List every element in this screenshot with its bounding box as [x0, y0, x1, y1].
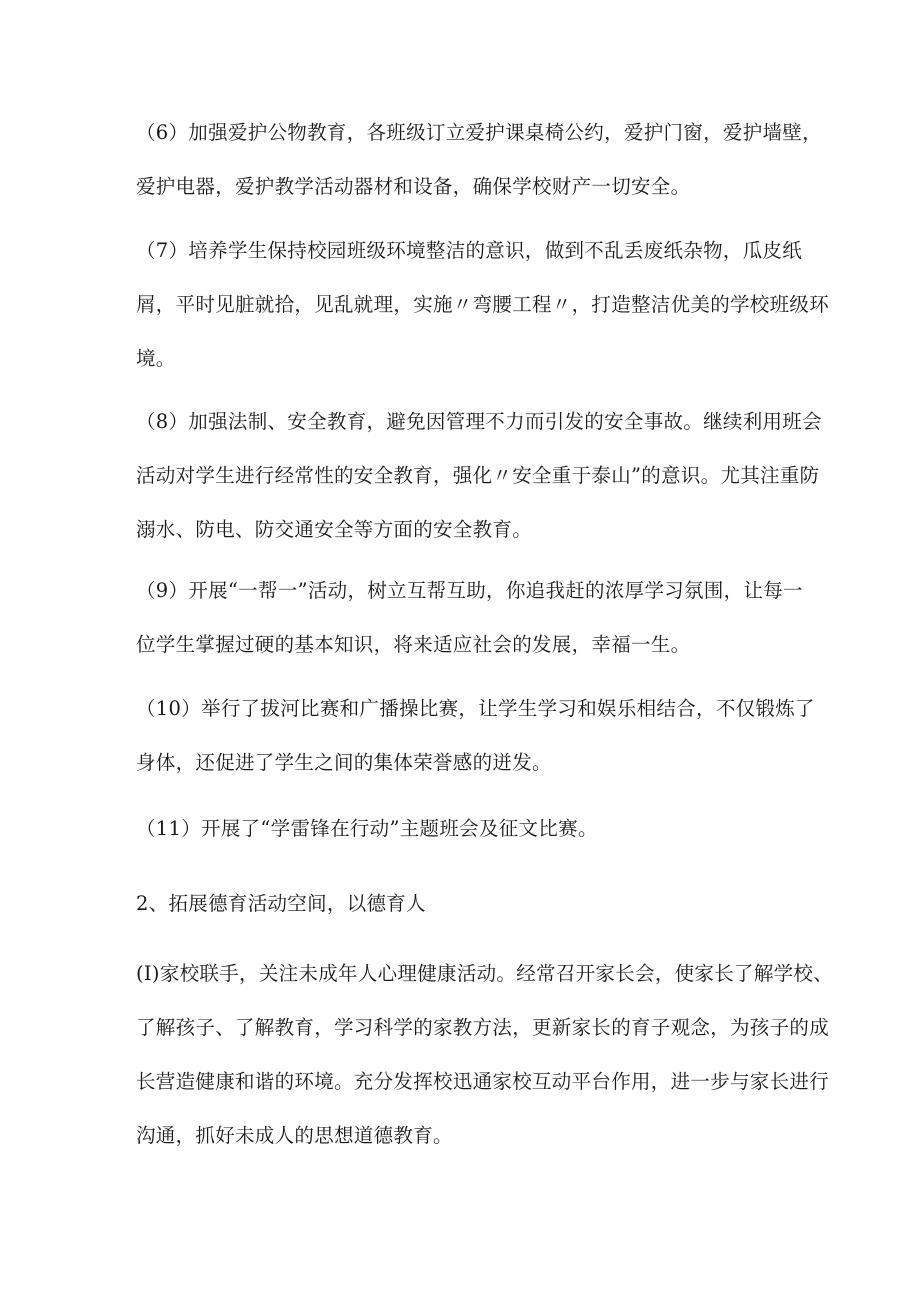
- paragraph-item-9: [136, 564, 803, 672]
- text-line: 位学生掌握过硬的基本知识，将来适应社会的发展，幸福一生。: [136, 633, 691, 656]
- text-line: 了解孩子、了解教育，学习科学的家教方法，更新家长的育子观念，为孩子的成: [136, 1016, 830, 1039]
- text-line: （10）举行了拔河比赛和广播操比赛，让学生学习和娱乐相结合，不仅锻炼了: [136, 697, 815, 720]
- text-line: 境。: [136, 347, 176, 370]
- paragraph-item-7: [136, 224, 830, 386]
- paragraph-item-10: [136, 682, 815, 790]
- text-line: （7）培养学生保持校园班级环境整洁的意识，做到不乱丢废纸杂物，瓜皮纸: [136, 239, 803, 262]
- text-line: (I)家校联手，关注未成年人心理健康活动。经常召开家长会，使家长了解学校、: [136, 962, 834, 985]
- text-line: 沟通，抓好未成人的思想道德教育。: [136, 1124, 453, 1147]
- text-line: （6）加强爱护公物教育，各班级订立爱护课桌椅公约，爱护门窗，爱护墙壁，: [136, 121, 822, 144]
- text-line: 爱护电器，爱护教学活动器材和设备，确保学校财产一切安全。: [136, 175, 691, 198]
- text-line: 2、拓展德育活动空间，以德育人: [136, 892, 426, 915]
- paragraph-item-6: [136, 106, 822, 214]
- paragraph-item-11: [136, 802, 796, 856]
- text-line: 屑，平时见脏就拾，见乱就理，实施〃弯腰工程〃，打造整洁优美的学校班级环: [136, 293, 830, 316]
- text-line: （11）开展了“学雷锋在行动”主题班会及征文比赛。: [136, 817, 598, 840]
- text-line: 活动对学生进行经常性的安全教育，强化〃安全重于泰山”的意识。尤其注重防: [136, 464, 820, 487]
- section-heading-2: [136, 877, 796, 931]
- text-line: 溺水、防电、防交通安全等方面的安全教育。: [136, 518, 533, 541]
- text-line: 身体，还促进了学生之间的集体荣誉感的迸发。: [136, 751, 552, 774]
- text-line: 长营造健康和谐的环境。充分发挥校迅通家校互动平台作用，进一步与家长进行: [136, 1070, 830, 1093]
- text-line: （8）加强法制、安全教育，避免因管理不力而引发的安全事故。继续利用班会: [136, 410, 822, 433]
- paragraph-item-8: [136, 395, 822, 557]
- paragraph-item-i: [136, 947, 834, 1163]
- text-line: （9）开展“一帮一”活动，树立互帮互助，你追我赶的浓厚学习氛围，让每一: [136, 579, 803, 602]
